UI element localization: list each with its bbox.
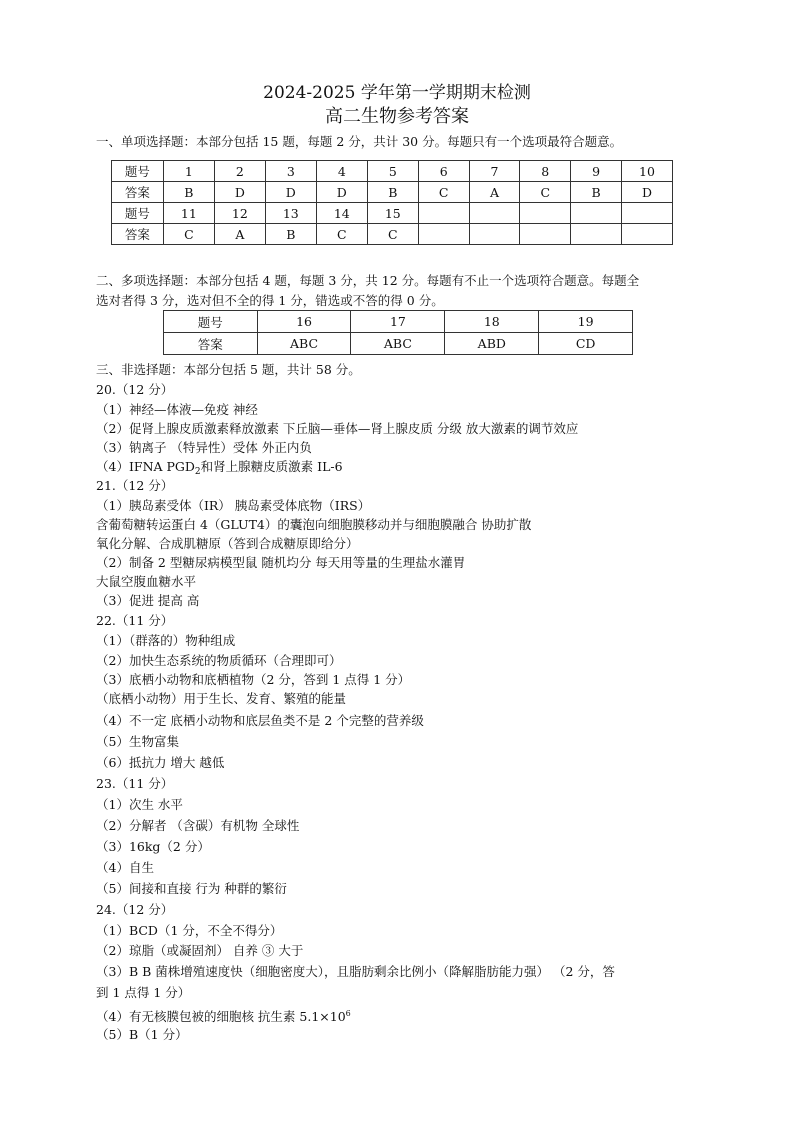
question-number: 14 bbox=[316, 203, 367, 224]
q22-answer-5: （4）不一定 底栖小动物和底层鱼类不是 2 个完整的营养级 bbox=[96, 713, 424, 728]
question-number: 13 bbox=[265, 203, 316, 224]
q23-answer-1: （1）次生 水平 bbox=[96, 797, 183, 812]
question-number: 15 bbox=[367, 203, 418, 224]
row-label: 答案 bbox=[112, 182, 164, 203]
question-number: 6 bbox=[418, 161, 469, 182]
answer-cell: C bbox=[316, 224, 367, 245]
answer-cell: CD bbox=[539, 333, 633, 355]
exam-title: 2024-2025 学年第一学期期末检测 bbox=[263, 83, 531, 103]
answer-cell: ABC bbox=[257, 333, 351, 355]
question-number: 19 bbox=[539, 311, 633, 333]
q21-answer-6: （3）促进 提高 高 bbox=[96, 593, 200, 608]
answer-cell: D bbox=[316, 182, 367, 203]
section2-heading-line1: 二、多项选择题：本部分包括 4 题，每题 3 分，共 12 分。每题有不止一个选项符合题意。每题全 bbox=[96, 273, 640, 288]
answer-cell: ABC bbox=[351, 333, 445, 355]
q21-answer-4: （2）制备 2 型糖尿病模型鼠 随机均分 每天用等量的生理盐水灌胃 bbox=[96, 555, 466, 570]
answer-cell: B bbox=[571, 182, 622, 203]
question-24-title: 24.（12 分） bbox=[96, 902, 174, 917]
question-number: 17 bbox=[351, 311, 445, 333]
question-number: 16 bbox=[257, 311, 351, 333]
question-number: 9 bbox=[571, 161, 622, 182]
q20-answer-2: （2）促肾上腺皮质激素释放激素 下丘脑—垂体—肾上腺皮质 分级 放大激素的调节效应 bbox=[96, 421, 579, 436]
table-row bbox=[112, 182, 673, 203]
section2-heading-line2: 选对者得 3 分，选对但不全的得 1 分，错选或不答的得 0 分。 bbox=[96, 293, 444, 308]
answer-cell: D bbox=[214, 182, 265, 203]
answer-cell: B bbox=[265, 224, 316, 245]
row-label: 题号 bbox=[112, 203, 164, 224]
q22-answer-6: （5）生物富集 bbox=[96, 734, 179, 749]
subscript: 2 bbox=[194, 467, 201, 477]
q23-answer-5: （5）间接和直接 行为 种群的繁衍 bbox=[96, 881, 287, 896]
question-20-title: 20.（12 分） bbox=[96, 382, 174, 397]
question-23-title: 23.（11 分） bbox=[96, 776, 174, 791]
q20-answer-4-text-end: 和肾上腺糖皮质激素 IL-6 bbox=[200, 459, 343, 474]
answer-cell: A bbox=[214, 224, 265, 245]
table-row bbox=[164, 333, 633, 355]
answer-cell: ABD bbox=[445, 333, 539, 355]
superscript: 6 bbox=[345, 1009, 351, 1018]
question-number: 7 bbox=[469, 161, 520, 182]
q24-answer-3-cont: 到 1 点得 1 分） bbox=[96, 985, 191, 1000]
row-label: 答案 bbox=[112, 224, 164, 245]
question-number bbox=[418, 203, 469, 224]
q24-answer-3: （3）B B 菌株增殖速度快（细胞密度大），且脂肪剩余比例小（降解脂肪能力强） （2 分，答 bbox=[96, 964, 615, 979]
row-label: 题号 bbox=[112, 161, 164, 182]
q22-answer-1: （1）（群落的）物种组成 bbox=[96, 633, 236, 648]
q21-answer-5: 大鼠空腹血糖水平 bbox=[96, 574, 197, 589]
q20-answer-4-text: （4）IFNA PGD bbox=[96, 459, 195, 474]
q22-answer-7: （6）抵抗力 增大 越低 bbox=[96, 755, 225, 770]
question-number: 1 bbox=[163, 161, 214, 182]
q23-answer-4: （4）自生 bbox=[96, 860, 154, 875]
row-label: 题号 bbox=[164, 311, 258, 333]
question-21-title: 21.（12 分） bbox=[96, 478, 174, 493]
q22-answer-3: （3）底栖小动物和底栖植物（2 分，答到 1 点得 1 分） bbox=[96, 672, 411, 687]
q23-answer-3: （3）16kg（2 分） bbox=[96, 839, 210, 854]
table-row bbox=[112, 203, 673, 224]
question-number: 3 bbox=[265, 161, 316, 182]
q21-answer-2: 含葡萄糖转运蛋白 4（GLUT4）的囊泡向细胞膜移动并与细胞膜融合 协助扩散 bbox=[96, 517, 532, 532]
table-row bbox=[164, 311, 633, 333]
answer-cell bbox=[621, 224, 672, 245]
multiple-choice-answer-table bbox=[163, 310, 633, 355]
question-number bbox=[571, 203, 622, 224]
question-22-title: 22.（11 分） bbox=[96, 613, 174, 628]
table-row bbox=[112, 161, 673, 182]
question-number: 11 bbox=[163, 203, 214, 224]
q23-answer-2: （2）分解者 （含碳）有机物 全球性 bbox=[96, 818, 300, 833]
answer-cell: B bbox=[163, 182, 214, 203]
question-number: 8 bbox=[520, 161, 571, 182]
question-number: 10 bbox=[621, 161, 672, 182]
answer-key-title: 高二生物参考答案 bbox=[325, 106, 469, 127]
section3-heading: 三、非选择题：本部分包括 5 题，共计 58 分。 bbox=[96, 362, 361, 377]
question-number bbox=[469, 203, 520, 224]
answer-cell: C bbox=[520, 182, 571, 203]
answer-cell: C bbox=[163, 224, 214, 245]
answer-cell: D bbox=[265, 182, 316, 203]
answer-cell: C bbox=[367, 224, 418, 245]
q20-answer-1: （1）神经—体液—免疫 神经 bbox=[96, 402, 258, 417]
single-choice-answer-table bbox=[111, 160, 673, 245]
q24-answer-5: （5）B（1 分） bbox=[96, 1027, 188, 1042]
answer-cell: A bbox=[469, 182, 520, 203]
question-number: 4 bbox=[316, 161, 367, 182]
q22-answer-4: （底栖小动物）用于生长、发育、繁殖的能量 bbox=[96, 691, 347, 706]
answer-cell: D bbox=[621, 182, 672, 203]
answer-cell bbox=[418, 224, 469, 245]
question-number: 18 bbox=[445, 311, 539, 333]
q24-answer-4 bbox=[96, 1005, 351, 1025]
answer-cell: C bbox=[418, 182, 469, 203]
q22-answer-2: （2）加快生态系统的物质循环（合理即可） bbox=[96, 653, 342, 668]
answer-cell bbox=[520, 224, 571, 245]
q21-answer-3: 氧化分解、合成肌糖原（答到合成糖原即给分） bbox=[96, 536, 359, 551]
table-row bbox=[112, 224, 673, 245]
question-number bbox=[621, 203, 672, 224]
question-number: 2 bbox=[214, 161, 265, 182]
question-number: 5 bbox=[367, 161, 418, 182]
q24-answer-1: （1）BCD（1 分，不全不得分） bbox=[96, 923, 283, 938]
q21-answer-1: （1）胰岛素受体（IR） 胰岛素受体底物（IRS） bbox=[96, 498, 371, 513]
question-number: 12 bbox=[214, 203, 265, 224]
answer-cell: B bbox=[367, 182, 418, 203]
section1-heading: 一、单项选择题：本部分包括 15 题，每题 2 分，共计 30 分。每题只有一个选项最符合题意。 bbox=[96, 134, 623, 149]
q24-answer-2: （2）琼脂（或凝固剂） 自养 ③ 大于 bbox=[96, 943, 304, 958]
q20-answer-3: （3）钠离子 （特异性）受体 外正内负 bbox=[96, 440, 312, 455]
row-label: 答案 bbox=[164, 333, 258, 355]
answer-cell bbox=[469, 224, 520, 245]
answer-cell bbox=[571, 224, 622, 245]
q24-answer-4-text: （4）有无核膜包被的细胞核 抗生素 5.1×10 bbox=[96, 1009, 346, 1024]
question-number bbox=[520, 203, 571, 224]
